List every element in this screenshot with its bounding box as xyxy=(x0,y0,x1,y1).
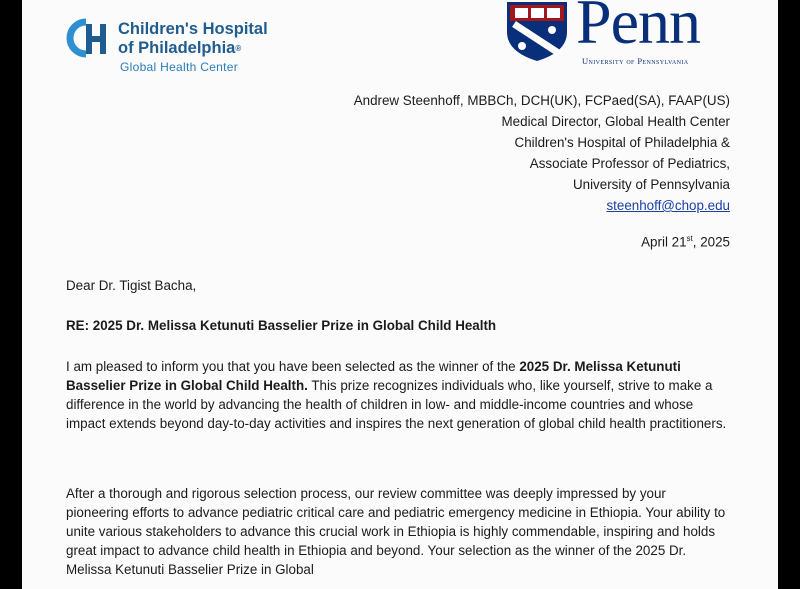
paragraph-2: After a thorough and rigorous selection process, our review committee was deeply impressed by your pioneering efforts to advance pediatric critical care and pediatric emergency medicine in Ethiopia. Your ability to unite various stakeholders to advance this crucial work in Ethiopia is highly commendable, inspiring and holds great impact to advance child health in Ethiopia and beyond. Your selection as the winner of the 2025 Dr. Melissa Ketunuti Basselier Prize in Global xyxy=(66,486,726,577)
letter-date: April 21st, 2025 xyxy=(641,234,730,250)
chop-name-line1: Children's Hospital xyxy=(118,20,268,38)
penn-shield-icon xyxy=(504,0,570,62)
letter-page xyxy=(22,0,778,589)
sender-title: Medical Director, Global Health Center xyxy=(501,114,730,129)
paragraph-1: I am pleased to inform you that you have been selected as the winner of the 2025 Dr. Melissa Ketunuti Basselier Prize in Global Child Health. This prize recognizes individuals who, like yourself, strive to make a difference in the world by advancing the health of children in low- and middle-income countries and whose impact extends beyond day-to-day activities and inspires the next generation of global child health practitioners. xyxy=(66,359,727,431)
re-line: RE: 2025 Dr. Melissa Ketunuti Basselier Prize in Global Child Health xyxy=(66,318,497,333)
chop-subtitle: Global Health Center xyxy=(120,60,239,74)
penn-logo xyxy=(504,0,734,70)
chop-logo-icon xyxy=(66,16,110,60)
sender-affiliation-3: University of Pennsylvania xyxy=(572,177,730,192)
registered-mark: ® xyxy=(235,44,242,53)
sender-email-link[interactable]: steenhoff@chop.edu xyxy=(606,198,730,213)
penn-subtitle: University of Pennsylvania xyxy=(582,56,689,66)
prize-name: 2025 Dr. Melissa Ketunuti Basselier Prize in Global Child Health. xyxy=(66,359,681,393)
chop-name xyxy=(118,20,268,58)
date-suffix: st xyxy=(686,234,693,243)
sender-block xyxy=(354,90,730,216)
penn-wordmark: Penn xyxy=(576,0,700,57)
sender-affiliation-2: Associate Professor of Pediatrics, xyxy=(529,156,730,171)
sender-affiliation-1: Children's Hospital of Philadelphia & xyxy=(514,135,730,150)
chop-logo xyxy=(66,12,286,78)
chop-name-line2: of Philadelphia® xyxy=(118,39,242,57)
salutation: Dear Dr. Tigist Bacha, xyxy=(66,278,197,293)
sender-name: Andrew Steenhoff, MBBCh, DCH(UK), FCPaed(SA), FAAP(US) xyxy=(353,93,730,108)
